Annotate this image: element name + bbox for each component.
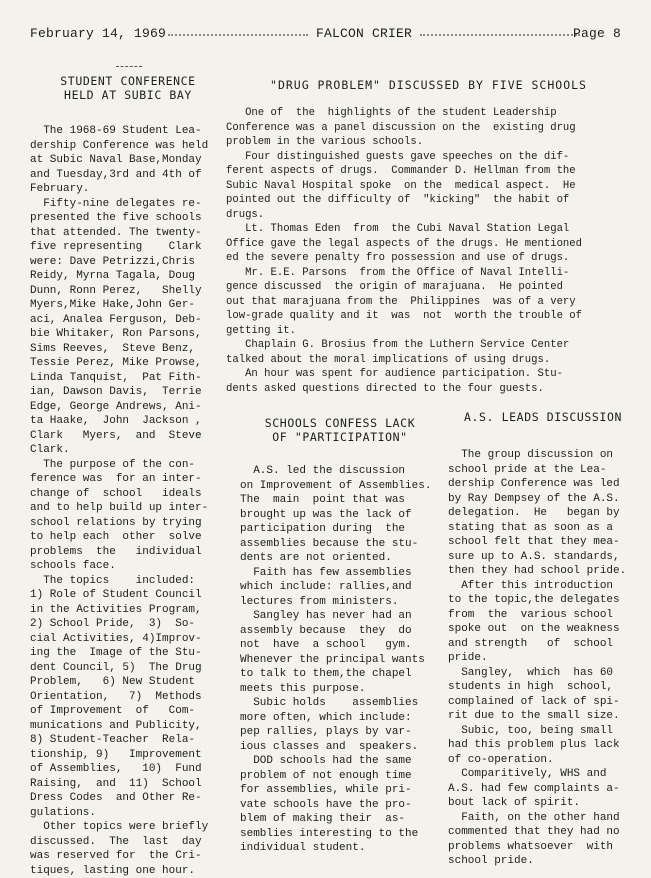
text-line: Faith has few assemblies [240,566,440,581]
text-line: Subic Naval Hospital spoke on the medical aspect. He [226,179,631,194]
drug-problem-article [226,78,631,396]
text-line: from the various school [448,608,638,623]
student-conference-article [30,66,226,878]
text-line: ference was for an inter- [30,472,226,487]
text-line: pep rallies, plays by var- [240,725,440,740]
text-line: school pride. [448,854,638,869]
headline-line: SCHOOLS CONFESS LACK [240,416,440,430]
text-line: Chaplain G. Brosius from the Luthern Service Center [226,338,631,353]
text-line: Faith, on the other hand [448,811,638,826]
text-line: Raising, and 11) School [30,777,226,792]
text-line: to the topic,the delegates [448,593,638,608]
text-line: that attended. The twenty- [30,226,226,241]
article-body [226,106,631,396]
text-line: talked about the moral implications of using drugs. [226,353,631,368]
text-line: out that marajuana from the Philippines was of a very [226,295,631,310]
text-line: school felt that they mea- [448,535,638,550]
text-line: by Ray Dempsey of the A.S. [448,492,638,507]
text-line: Fifty-nine delegates re- [30,197,226,212]
text-line: Subic, too, being small [448,724,638,739]
text-line: on Improvement of Assemblies. [240,479,440,494]
text-line: gence discussed the origin of marajuana. He pointed [226,280,631,295]
text-line: not have a school gym. [240,638,440,653]
text-line: participation during the [240,522,440,537]
text-line: Sims Reeves, Steve Benz, [30,342,226,357]
text-line: The group discussion on [448,448,638,463]
article-headline [240,416,440,444]
article-headline: A.S. LEADS DISCUSSION [448,410,638,424]
text-line: A.S. led the discussion [240,464,440,479]
text-line: Problem, 6) New Student [30,675,226,690]
as-leads-article [448,410,638,869]
headline-ornament [116,66,142,67]
text-line: DOD schools had the same [240,754,440,769]
text-line: and to help build up inter- [30,501,226,516]
text-line: dership Conference was led [448,477,638,492]
text-line: The 1968-69 Student Lea- [30,124,226,139]
text-line: discussed. The last day [30,835,226,850]
text-line: ferent aspects of drugs. Commander D. Hellman from the [226,164,631,179]
text-line: Tessie Perez, Mike Prowse, [30,356,226,371]
text-line: of Assemblies, 10) Fund [30,762,226,777]
text-line: Dunn, Ronn Perez, Shelly [30,284,226,299]
text-line: more often, which include: [240,711,440,726]
text-line: sure up to A.S. standards, [448,550,638,565]
text-line: pointed out the difficulty of "kicking" the habit of [226,193,631,208]
text-line: Clark. [30,443,226,458]
text-line: Lt. Thomas Eden from the Cubi Naval Station Legal [226,222,631,237]
text-line: dents asked questions directed to the four guests. [226,382,631,397]
text-line: February. [30,182,226,197]
text-line: brought up was the lack of [240,508,440,523]
text-line: ian, Dawson Davis, Terrie [30,385,226,400]
text-line: 8) Student-Teacher Rela- [30,733,226,748]
text-line: An hour was spent for audience participation. Stu- [226,367,631,382]
text-line: gulations. [30,806,226,821]
text-line: bie Whitaker, Ron Parsons, [30,327,226,342]
headline-line: HELD AT SUBIC BAY [30,88,226,102]
text-line: cial Activities, 4)Improv- [30,632,226,647]
text-line: change of school ideals [30,487,226,502]
text-line: spoke out on the weakness [448,622,638,637]
text-line: rit due to the small size. [448,709,638,724]
article-headline [30,74,226,102]
page-header [30,26,621,46]
paper-name: FALCON CRIER [316,26,412,41]
text-line: school pride at the Lea- [448,463,638,478]
text-line: complained of lack of spi- [448,695,638,710]
text-line: five representing Clark [30,240,226,255]
text-line: 2) School Pride, 3) So- [30,617,226,632]
text-line: problem in the various schools. [226,135,631,150]
text-line: Whenever the principal wants [240,653,440,668]
text-line: of Improvement of Com- [30,704,226,719]
text-line: Dress Codes and Other Re- [30,791,226,806]
text-line: vate schools have the pro- [240,798,440,813]
text-line: dership Conference was held [30,139,226,154]
text-line: drugs. [226,208,631,223]
text-line: stating that as soon as a [448,521,638,536]
text-line: low-grade quality and it was not worth the trouble of [226,309,631,324]
text-line: tiques, lasting one hour. [30,864,226,878]
text-line: Four distinguished guests gave speeches on the dif- [226,150,631,165]
text-line: Comparitively, WHS and [448,767,638,782]
text-line: Edge, George Andrews, Ani- [30,400,226,415]
article-body [30,124,226,878]
article-body [448,448,638,869]
text-line: munications and Publicity, [30,719,226,734]
text-line: Myers,Mike Hake,John Ger- [30,298,226,313]
article-body [240,464,440,856]
text-line: at Subic Naval Base,Monday [30,153,226,168]
article-headline: "DRUG PROBLEM" DISCUSSED BY FIVE SCHOOLS [226,78,631,92]
text-line: commented that they had no [448,825,638,840]
text-line: Mr. E.E. Parsons from the Office of Naval Intelli- [226,266,631,281]
text-line: The main point that was [240,493,440,508]
text-line: getting it. [226,324,631,339]
text-line: in the Activities Program, [30,603,226,618]
text-line: Subic holds assemblies [240,696,440,711]
schools-confess-article [240,416,440,856]
text-line: Sangley has never had an [240,609,440,624]
headline-line: OF "PARTICIPATION" [240,430,440,444]
text-line: was reserved for the Cri- [30,849,226,864]
text-line: problem of not enough time [240,769,440,784]
text-line: Conference was a panel discussion on the existing drug [226,121,631,136]
text-line: Linda Tanquist, Pat Fith- [30,371,226,386]
text-line: to help each other solve [30,530,226,545]
text-line: which include: rallies,and [240,580,440,595]
text-line: ed the severe penalty fro possession and use of drugs. [226,251,631,266]
header-dotted-rule [168,34,308,36]
text-line: dents are not oriented. [240,551,440,566]
text-line: then they had school pride. [448,564,638,579]
text-line: individual student. [240,841,440,856]
text-line: problems the individual [30,545,226,560]
text-line: assembly because they do [240,624,440,639]
text-line: Reidy, Myrna Tagala, Doug [30,269,226,284]
text-line: delegation. He began by [448,506,638,521]
text-line: for assemblies, while pri- [240,783,440,798]
text-line: lectures from ministers. [240,595,440,610]
text-line: A.S. had few complaints a- [448,782,638,797]
text-line: dent Council, 5) The Drug [30,661,226,676]
headline-line: STUDENT CONFERENCE [30,74,226,88]
issue-date: February 14, 1969 [30,26,166,41]
text-line: Clark Myers, and Steve [30,429,226,444]
text-line: of co-operation. [448,753,638,768]
text-line: Other topics were briefly [30,820,226,835]
text-line: Office gave the legal aspects of the drugs. He mentioned [226,237,631,252]
text-line: assemblies because the stu- [240,537,440,552]
text-line: ious classes and speakers. [240,740,440,755]
text-line: to talk to them,the chapel [240,667,440,682]
text-line: semblies interesting to the [240,827,440,842]
text-line: ing the Image of the Stu- [30,646,226,661]
text-line: students in high school, [448,680,638,695]
text-line: aci, Analea Ferguson, Deb- [30,313,226,328]
text-line: meets this purpose. [240,682,440,697]
text-line: Sangley, which has 60 [448,666,638,681]
text-line: were: Dave Petrizzi,Chris [30,255,226,270]
text-line: school relations by trying [30,516,226,531]
text-line: problems whatsoever with [448,840,638,855]
text-line: and Tuesday,3rd and 4th of [30,168,226,183]
text-line: had this problem plus lack [448,738,638,753]
text-line: blem of making their as- [240,812,440,827]
text-line: tionship, 9) Improvement [30,748,226,763]
text-line: After this introduction [448,579,638,594]
text-line: schools face. [30,559,226,574]
text-line: Orientation, 7) Methods [30,690,226,705]
text-line: bout lack of spirit. [448,796,638,811]
text-line: presented the five schools [30,211,226,226]
text-line: and strength of school [448,637,638,652]
text-line: One of the highlights of the student Leadership [226,106,631,121]
text-line: pride. [448,651,638,666]
text-line: 1) Role of Student Council [30,588,226,603]
text-line: ta Haake, John Jackson , [30,414,226,429]
header-dotted-rule [420,34,580,36]
text-line: The topics included: [30,574,226,589]
text-line: The purpose of the con- [30,458,226,473]
page-number: Page 8 [573,26,621,41]
